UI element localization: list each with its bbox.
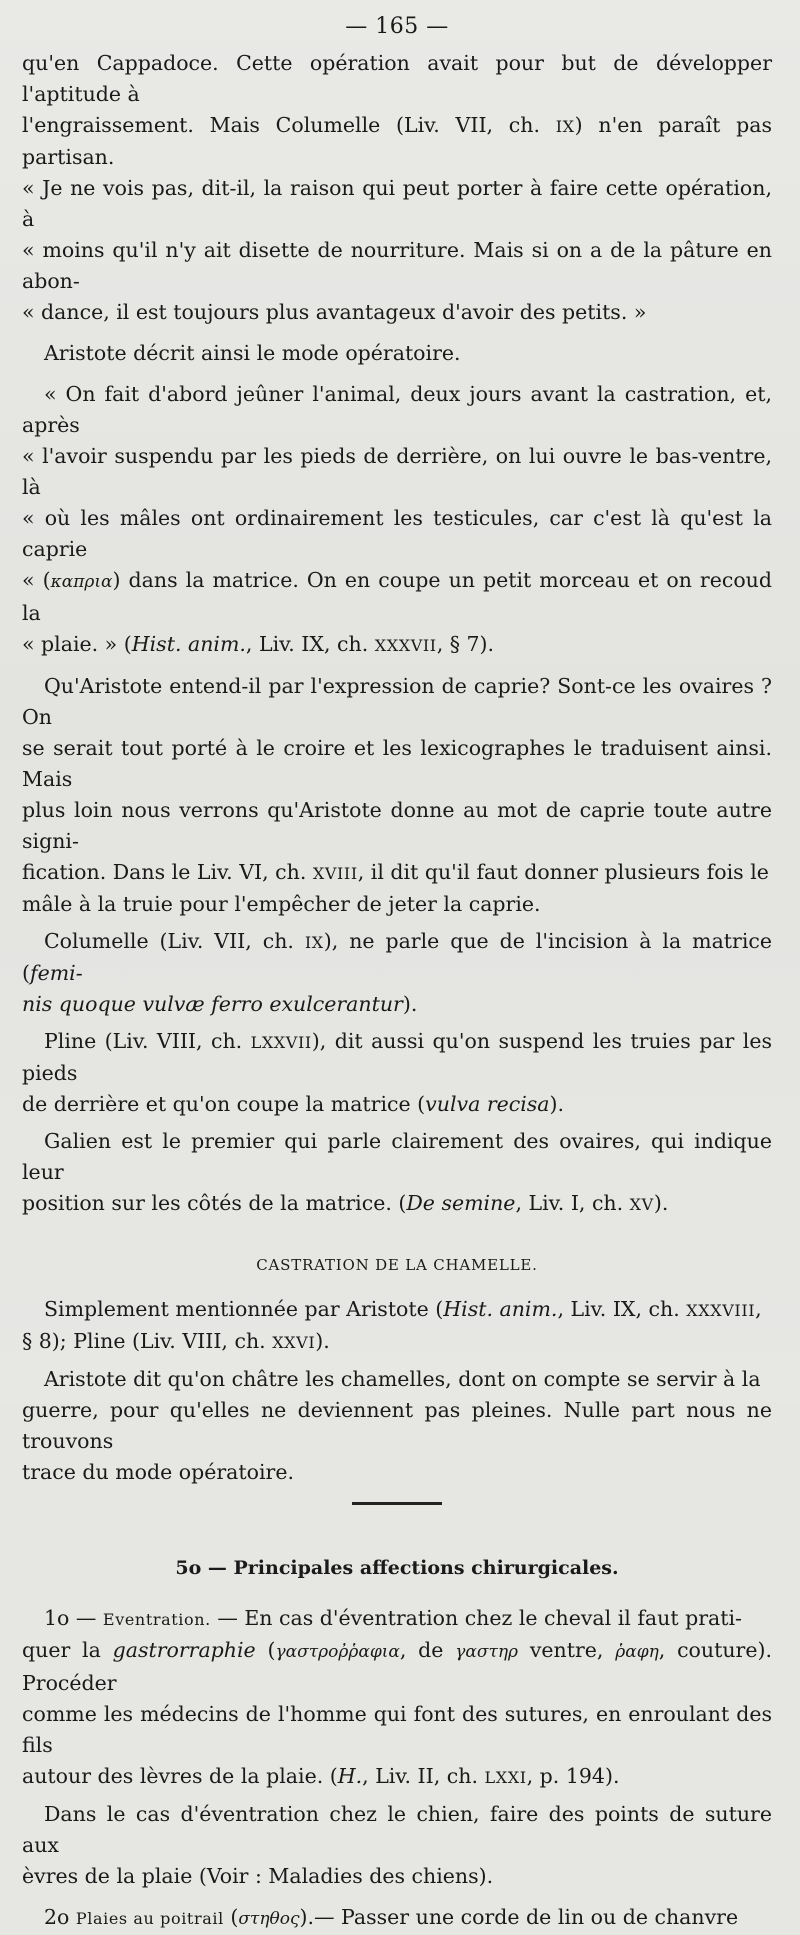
section-title-affections: 5o — Principales affections chirurgicales. (175, 1557, 619, 1579)
paragraph-pline: Pline (Liv. VIII, ch. LXXVII), dit aussi qu'on suspend les truies par les pieds de derrière et qu'on coupe la matrice (vulva recisa). (22, 1029, 772, 1116)
paragraph-eventration-chien: Dans le cas d'éventration chez le chien, faire des points de suture aux èvres de la plaie (Voir : Maladies des chiens). (22, 1802, 772, 1888)
paragraph-columelle: Columelle (Liv. VII, ch. IX), ne parle que de l'incision à la matrice (femi- nis quoque vulvæ ferro exulcerantur). (22, 929, 772, 1016)
section-heading-chamelle: CASTRATION DE LA CHAMELLE. (256, 1256, 538, 1274)
paragraph-aristote-quote: « On fait d'abord jeûner l'animal, deux jours avant la castration, et, après « l'avoir suspendu par les pieds de derrière, on lui ouvre le bas-ventre, là « où les mâles ont ordinairement les testicules, car c'est là qu'est la caprie « (καπρια) dans la matrice. On en coupe un petit morceau et on recoud la « plaie. » (Hist. anim., Liv. IX, ch. XXXVII, § 7). (22, 382, 773, 656)
paragraph-plaies-poitrail: 2o Plaies au poitrail (στηθος).— Passer une corde de lin ou de chanvre (44, 1905, 739, 1929)
paragraph-caprie: Qu'Aristote entend-il par l'expression de caprie? Sont-ce les ovaires ? On se serait tout porté à le croire et les lexicographes le traduisent ainsi. Mais plus loin nous verrons qu'Aristote donne au mot de caprie toute autre signi- fication. Dans le Liv. VI, ch. XVIII, il dit qu'il faut donner plusieurs fois le mâle à la truie pour l'empêcher de jeter la caprie. (22, 674, 772, 916)
section-divider (352, 1502, 442, 1505)
paragraph-chamelle-refs: Simplement mentionnée par Aristote (Hist. anim., Liv. IX, ch. XXXVIII, § 8); Pline (Liv. VIII, ch. XXVI). (22, 1297, 762, 1353)
paragraph-galien: Galien est le premier qui parle clairement des ovaires, qui indique leur position sur les côtés de la matrice. (De semine, Liv. I, ch. XV). (22, 1129, 772, 1215)
paragraph-columelle-quote: qu'en Cappadoce. Cette opération avait pour but de développer l'aptitude à l'engraissement. Mais Columelle (Liv. VII, ch. IX) n'en paraît pas partisan. « Je ne vois pas, dit-il, la raison qui peut porter à faire cette opération, à « moins qu'il n'y ait disette de nourriture. Mais si on a de la pâture en abon- « dance, il est toujours plus avantageux d'avoir des petits. » (22, 51, 773, 324)
paragraph-aristote-intro: Aristote décrit ainsi le mode opératoire. (44, 341, 461, 365)
paragraph-chamelle-text: Aristote dit qu'on châtre les chamelles, dont on compte se servir à la guerre, pour qu'elles ne deviennent pas pleines. Nulle part nous ne trouvons trace du mode opératoire. (22, 1367, 772, 1484)
page-number: — 165 — (345, 14, 449, 39)
paragraph-eventration-cheval: 1o — Eventration. — En cas d'éventration chez le cheval il faut prati- quer la gastrorraphie (γαστροῤῥαφια, de γαστηρ ventre, ῥαφη, couture). Procéder comme les médecins de l'homme qui font des sutures, en enroulant des fils autour des lèvres de la plaie. (H., Liv. II, ch. LXXI, p. 194). (22, 1606, 772, 1788)
